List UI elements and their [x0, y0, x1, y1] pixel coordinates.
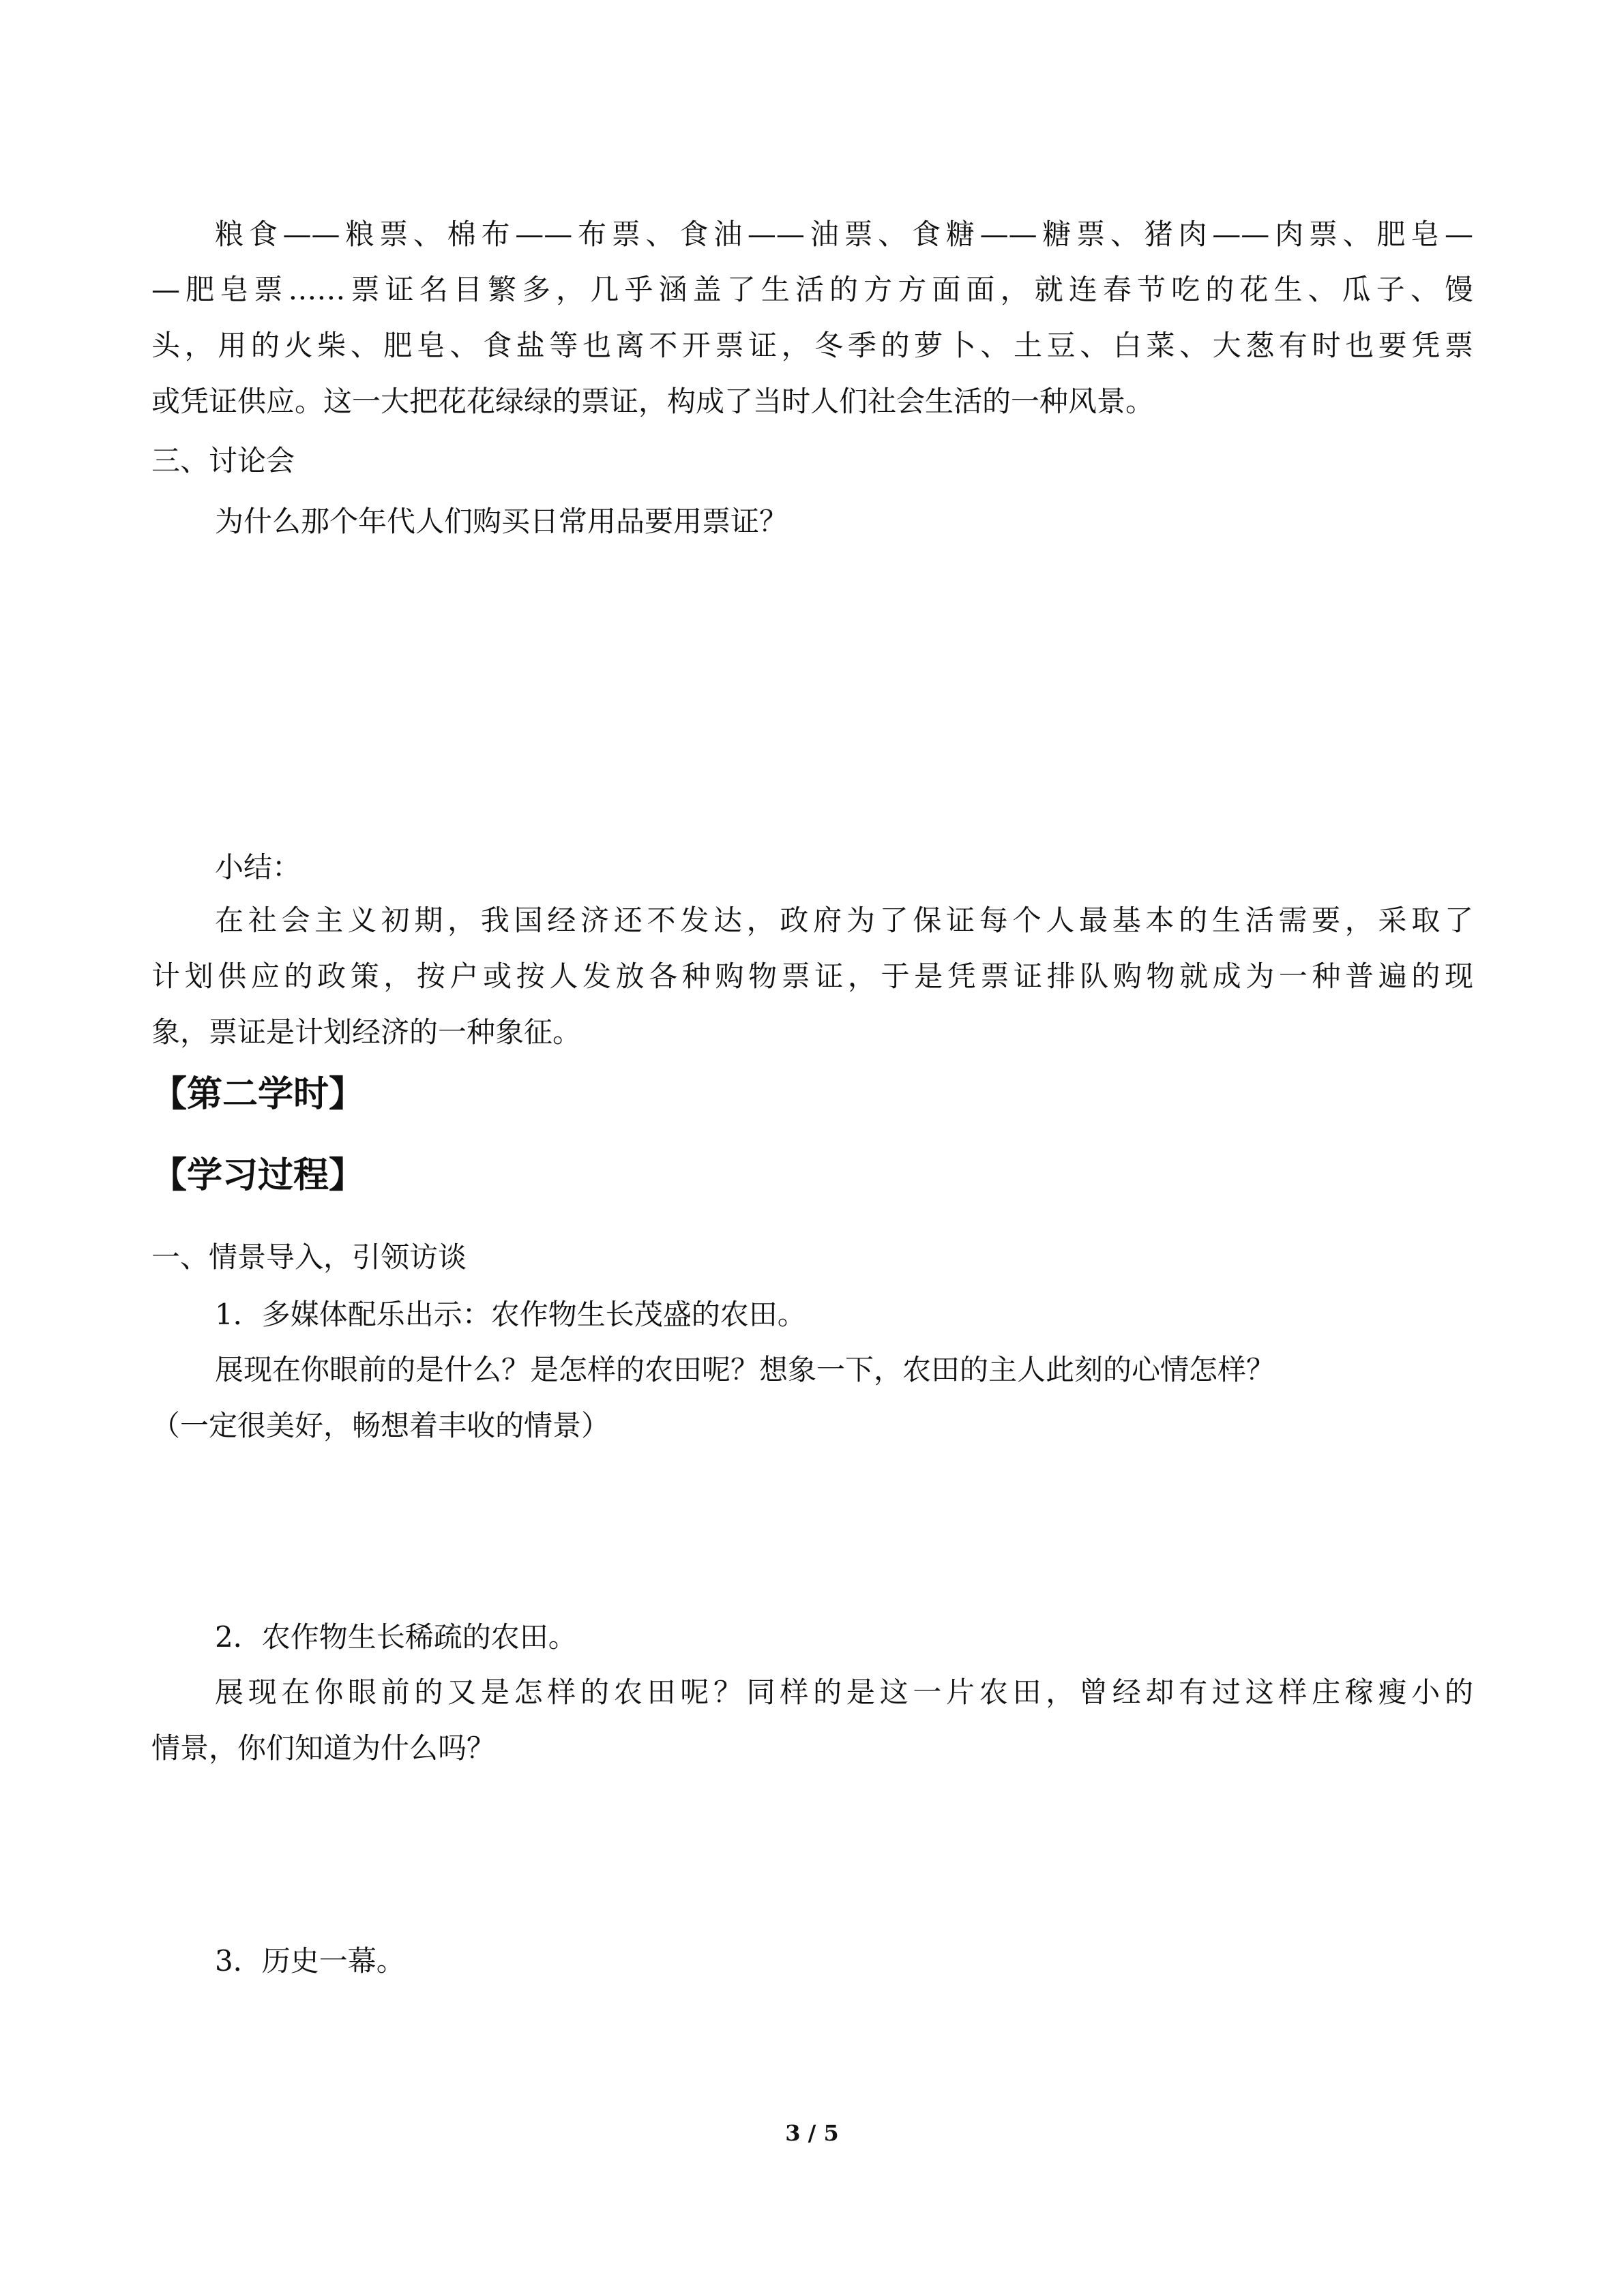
ration-paragraph-line-3: 头，用的火柴、肥皂、食盐等也离不开票证，冬季的萝卜、土豆、白菜、大葱有时也要凭票 — [151, 329, 1473, 362]
summary-label: 小结： — [215, 850, 301, 884]
section-three-title: 三、讨论会 — [151, 444, 295, 477]
item-1-answer: （一定很美好，畅想着丰收的情景） — [151, 1409, 610, 1442]
lesson-two-heading: 【第二学时】 — [151, 1073, 365, 1115]
item-1-question: 展现在你眼前的是什么？是怎样的农田呢？想象一下，农田的主人此刻的心情怎样？ — [215, 1353, 1275, 1386]
item-3: 3．历史一幕。 — [215, 1944, 405, 1978]
summary-line-3: 象，票证是计划经济的一种象征。 — [151, 1015, 582, 1049]
learning-process-heading: 【学习过程】 — [151, 1154, 365, 1196]
page-number: 3 / 5 — [785, 2120, 839, 2146]
item-1: 1．多媒体配乐出示：农作物生长茂盛的农田。 — [215, 1298, 806, 1331]
summary-line-1: 在社会主义初期，我国经济还不发达，政府为了保证每个人最基本的生活需要，采取了 — [215, 904, 1473, 937]
item-2: 2．农作物生长稀疏的农田。 — [215, 1620, 577, 1654]
summary-line-2: 计划供应的政策，按户或按人发放各种购物票证，于是凭票证排队购物就成为一种普遍的现 — [151, 959, 1473, 993]
part-one-title: 一、情景导入，引领访谈 — [151, 1240, 467, 1274]
item-2-question-line-1: 展现在你眼前的又是怎样的农田呢？同样的是这一片农田，曾经却有过这样庄稼瘦小的 — [215, 1675, 1473, 1709]
item-2-question-line-2: 情景，你们知道为什么吗？ — [151, 1731, 496, 1765]
discussion-question: 为什么那个年代人们购买日常用品要用票证？ — [215, 505, 788, 538]
ration-paragraph-line-1: 粮食——粮票、棉布——布票、食油——油票、食糖——糖票、猪肉——肉票、肥皂— — [215, 218, 1473, 251]
ration-paragraph-line-2: —肥皂票……票证名目繁多，几乎涵盖了生活的方方面面，就连春节吃的花生、瓜子、馒 — [151, 273, 1473, 306]
ration-paragraph-line-4: 或凭证供应。这一大把花花绿绿的票证，构成了当时人们社会生活的一种风景。 — [151, 385, 1155, 418]
